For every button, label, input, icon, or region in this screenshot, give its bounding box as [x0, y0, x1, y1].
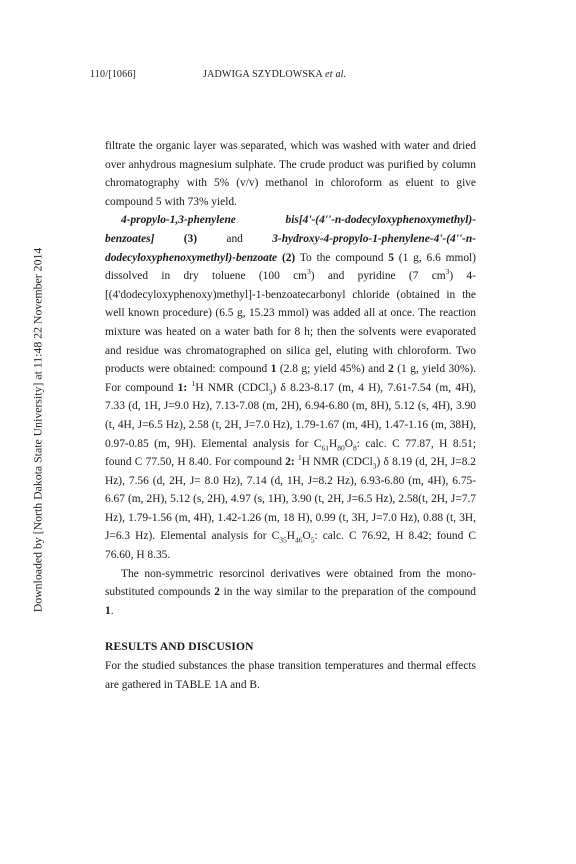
subscript: 5 — [310, 535, 315, 545]
superscript: 1 — [191, 378, 196, 388]
text-run: (1 g, yield 30%). For compound — [105, 363, 477, 394]
paragraph-results: For the studied substances the phase transition temperatures and thermal effects are gathered in TABLE 1A and B. — [105, 660, 476, 691]
paragraph-procedure-end: filtrate the organic layer was separated, which was washed with water and dried over anhydrous magnesium sulphate. The crude product was purified by column chromatography with 5% (v/v) methanol in chloroform as eluent to give compound 5 with 73% yield. — [105, 140, 476, 208]
text-run: ) δ 8.23-8.17 (m, 4 H), 7.61-7.54 (m, 4H), 7.33 (d, 1H, J=9.0 Hz), 7.13-7.08 (m, 2H), 6.94-6.80 (m, 8H), 5.12 (s, 4H), 3.90 (t, 4H, J=6.5 Hz), 2.58 (t, 2H, J=7.0 Hz), 1.79-1.67 (m, 4H), 1.47-1.16 (m, 38H), 0.97-0.85 (m, 9H). Elemental analysis for C — [105, 381, 476, 450]
superscript: 3 — [445, 267, 450, 277]
superscript: 1 — [297, 453, 302, 463]
subscript: 3 — [372, 461, 377, 471]
compound-ref: 2: — [285, 456, 295, 469]
compound-ref: 2 — [214, 586, 220, 599]
compound-2-number: (2) — [281, 251, 296, 264]
text-run: : calc. C 77.87, H 8.51; found C 77.50, H 8.40. For compound — [105, 437, 477, 469]
article-body — [105, 137, 476, 694]
text-run: ) δ 8.19 (d, 2H, J=8.2 Hz), 7.56 (d, 2H, J= 8.0 Hz), 7.14 (d, 1H, J=8.2 Hz), 6.93-6.80 (m, 4H), 6.75-6.67 (m, 2H), 5.12 (s, 2H), 4.97 (s, 1H), 3.90 (t, 2H, J=6.5 Hz), 2.58(t, 2H, J=7.7 Hz), 1.79-1.56 (m, 4H), 1.42-1.26 (m, 18 H), 0.99 (t, 3H, J=7.0 Hz), 0.88 (t, 3H, J=6.3 Hz). Elemental analysis for C — [105, 456, 476, 543]
compound-3-number: (3) — [183, 232, 198, 245]
compound-2-name: 3-hydroxy-4-propylo-1-phenylene-4'-(4''-n-dodecyloxyphenoxymethyl)-benzoate — [105, 232, 476, 264]
compound-ref: 5 — [388, 251, 394, 264]
subscript: 80 — [337, 442, 345, 452]
download-watermark — [30, 170, 45, 690]
section-heading: RESULTS AND DISCUSION — [105, 640, 254, 654]
text-run: H — [329, 437, 338, 450]
superscript: 3 — [307, 267, 311, 277]
text-run: H NMR (CDCl — [195, 381, 269, 394]
subscript: 61 — [321, 442, 330, 452]
conjunction-and: and — [226, 232, 243, 245]
subscript: 8 — [352, 442, 357, 452]
paragraph-non-symmetric — [105, 565, 476, 621]
text-run: O — [302, 530, 311, 543]
compound-ref: 2 — [388, 363, 394, 376]
running-head — [90, 69, 390, 80]
text-run: ) and pyridine (7 cm — [310, 270, 446, 283]
download-note: Downloaded by [North Dakota State University] at 11:48 22 November 2014 — [30, 247, 44, 613]
compound-ref: 1: — [177, 381, 188, 394]
subscript: 35 — [279, 535, 287, 545]
text-run: (1 g, 6.6 mmol) dissolved in dry toluene (100 cm — [105, 251, 476, 283]
author-name: JADWIGA SZYDLOWSKA — [203, 69, 323, 80]
et-al: et al. — [325, 69, 347, 80]
text-run: in the way similar to the preparation of the compound — [219, 586, 477, 599]
text-run: H — [286, 530, 295, 543]
text-run: O — [344, 437, 353, 450]
subscript: 46 — [294, 535, 303, 545]
compound-ref: 1 — [105, 604, 111, 617]
text-run: (2.8 g; yield 45%) and — [276, 363, 389, 376]
text-run: . — [110, 604, 114, 617]
text-run: The non-symmetric resorcinol derivatives were obtained from the mono-substituted compounds — [105, 567, 476, 599]
compound-ref: 1 — [270, 363, 277, 376]
text-run: ) 4-[(4'dodecyloxyphenoxy)methyl]-1-benzoatecarbonyl chloride (obtained in the well known procedure) (6.5 g, 15.23 mmol) was added all at once. The reaction mixture was heated on a water bath for 8 h; then the solvents were evaporated and residue was chromatographed on silica gel, eluting with chloroform. Two products were obtained: compound — [105, 270, 476, 376]
running-head-authors — [203, 69, 346, 80]
text-run: H NMR (CDCl — [301, 456, 373, 469]
subscript: 3 — [268, 387, 273, 396]
compound-3-name: 4-propylo-1,3-phenylene bis[4'-(4''-n-dodecyloxyphenoxymethyl)-benzoates] — [105, 214, 476, 245]
page-number: 110/[1066] — [90, 69, 137, 80]
text-run: : calc. C 76.92, H 8.42; found C 76.60, H 8.35. — [105, 530, 476, 562]
paragraph-synthesis — [105, 211, 476, 564]
text-run: To the compound — [299, 251, 389, 264]
